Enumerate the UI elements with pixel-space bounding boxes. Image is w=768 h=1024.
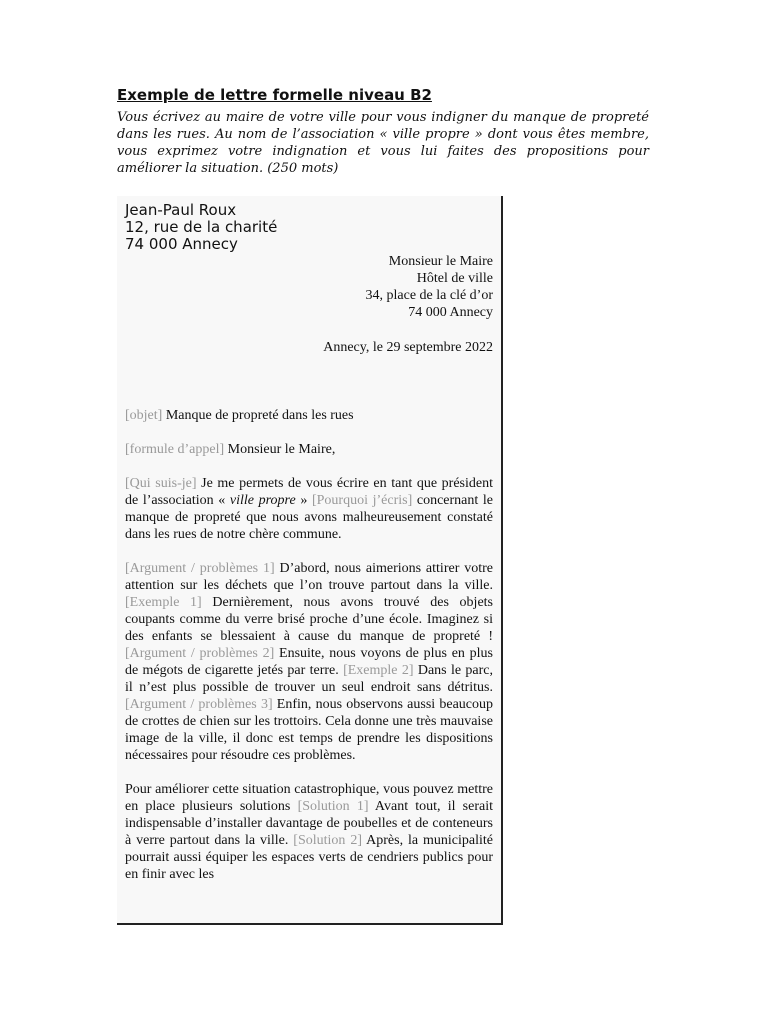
arguments-paragraph xyxy=(125,560,493,764)
intro-text-3: concernant le manque de propreté que nous avons malheureusement constaté dans les rues de notre chère commune. xyxy=(125,493,494,542)
intro-text-2: » xyxy=(295,493,312,508)
solutions-text-2: Avant tout, il serait indispensable d’installer davantage de poubelles et de conteneurs à verre partout dans la ville. xyxy=(125,799,493,848)
sender-name: Jean-Paul Roux xyxy=(125,201,237,219)
greeting-text: Monsieur le Maire, xyxy=(224,442,336,457)
recipient-street: 34, place de la clé d’or xyxy=(365,288,493,303)
page-title: Exemple de lettre formelle niveau B2 xyxy=(117,86,432,104)
sender-street: 12, rue de la charité xyxy=(125,218,278,236)
recipient-place: Hôtel de ville xyxy=(416,271,493,286)
letter-box xyxy=(117,196,503,925)
sender-city: 74 000 Annecy xyxy=(125,235,238,253)
greeting-tag: [formule d’appel] xyxy=(125,442,225,457)
object-text: Manque de propreté dans les rues xyxy=(162,408,354,423)
recipient-title: Monsieur le Maire xyxy=(388,254,493,269)
argument-3-tag: [Argument / problèmes 3] xyxy=(125,697,273,712)
association-name: ville propre xyxy=(229,493,296,508)
example-2-tag: [Exemple 2] xyxy=(343,663,414,678)
solutions-paragraph xyxy=(125,781,493,883)
solution-1-tag: [Solution 1] xyxy=(297,799,369,814)
letter-date: Annecy, le 29 septembre 2022 xyxy=(323,340,493,355)
sender-address xyxy=(125,202,277,253)
solutions-text-1: Pour améliorer cette situation catastrophique, vous pouvez mettre en place plusieurs solutions xyxy=(125,782,493,814)
letter-body xyxy=(125,407,493,900)
solution-2-tag: [Solution 2] xyxy=(293,833,362,848)
arguments-text-3: Ensuite, nous voyons de plus en plus de mégots de cigarette jetés par terre. xyxy=(125,646,493,678)
argument-2-tag: [Argument / problèmes 2] xyxy=(125,646,275,661)
arguments-text-5: Enfin, nous observons aussi beaucoup de crottes de chien sur les trottoirs. Cela donne une très mauvaise image de la ville, il donc est temps de prendre les dispositions nécessaires pour résoudre ces problèmes. xyxy=(125,697,494,763)
who-tag: [Qui suis-je] xyxy=(125,476,197,491)
object-tag: [objet] xyxy=(125,408,163,423)
why-tag: [Pourquoi j’écris] xyxy=(311,493,413,508)
recipient-address xyxy=(366,253,494,321)
recipient-city: 74 000 Annecy xyxy=(408,305,493,320)
object-line xyxy=(125,407,493,424)
intro-paragraph xyxy=(125,475,493,543)
assignment-instructions: Vous écrivez au maire de votre ville pour vous indigner du manque de propreté dans les rues. Au nom de l’association « ville propre » dont vous êtes membre, vous exprimez votre indignation et vous lui faites des propositions pour améliorer la situation. (250 mots) xyxy=(117,110,649,176)
intro-text-1: Je me permets de vous écrire en tant que président de l’association « xyxy=(125,476,493,508)
arguments-text-2: Dernièrement, nous avons trouvé des objets coupants comme du verre brisé proche d’une école. Imaginez si des enfants se blessaient à cause du manque de propreté ! xyxy=(125,595,493,644)
arguments-text-1: D’abord, nous aimerions attirer votre attention sur les déchets que l’on trouve partout dans la ville. xyxy=(125,561,493,593)
greeting-line xyxy=(125,441,493,458)
solutions-text-3: Après, la municipalité pourrait aussi équiper les espaces verts de cendriers publics pour en finir avec les xyxy=(125,833,494,882)
example-1-tag: [Exemple 1] xyxy=(125,595,202,610)
arguments-text-4: Dans le parc, il n’est plus possible de trouver un seul endroit sans détritus. xyxy=(125,663,493,695)
argument-1-tag: [Argument / problèmes 1] xyxy=(125,561,275,576)
